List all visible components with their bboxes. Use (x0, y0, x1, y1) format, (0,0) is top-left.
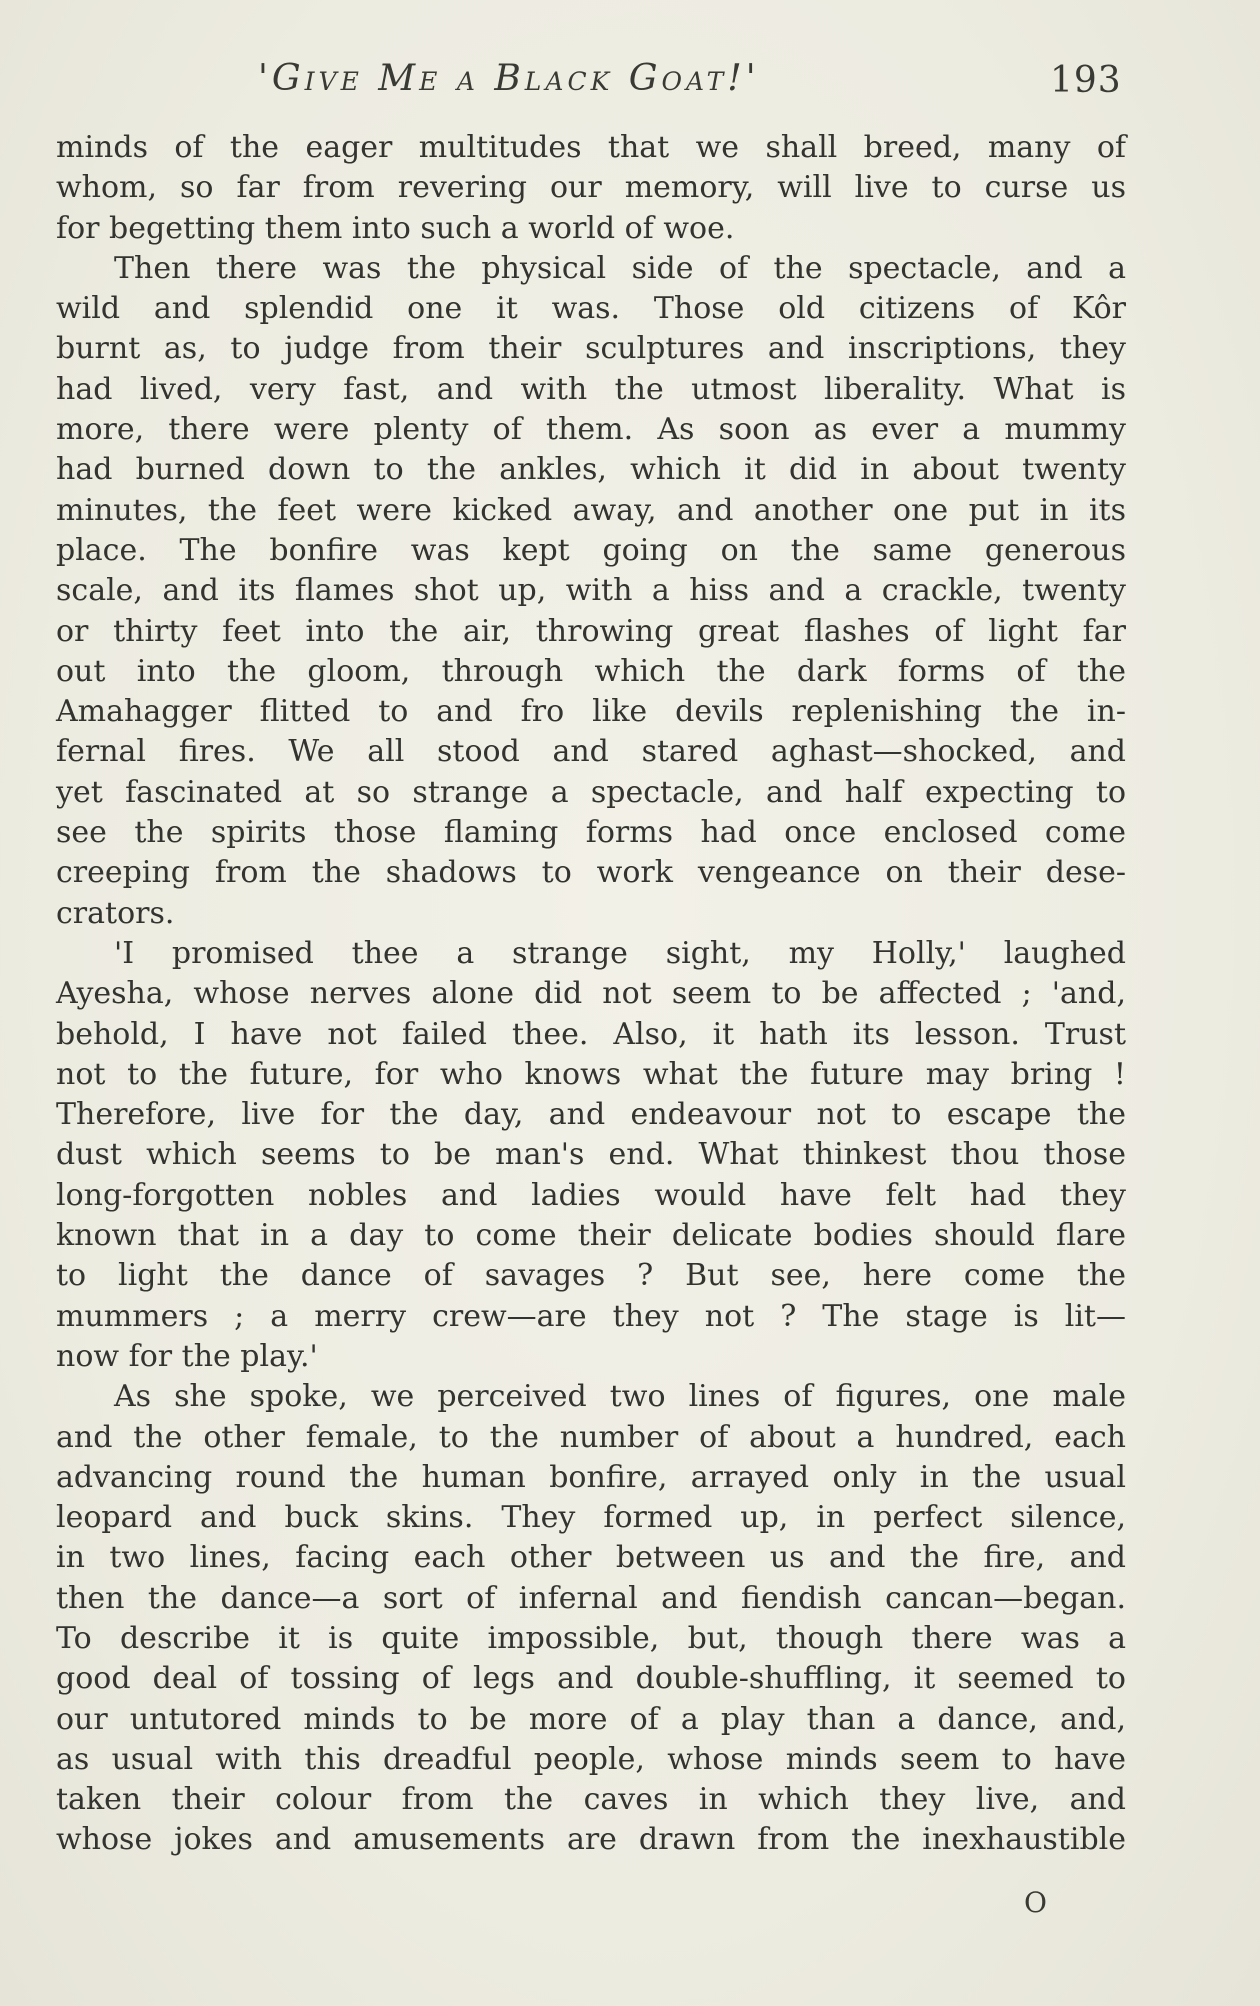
running-title: 'Give Me a Black Goat!' (258, 58, 760, 99)
text-line: as usual with this dreadful people, whose minds seem to have (56, 1741, 1126, 1777)
text-line: taken their colour from the caves in which they live, and (56, 1782, 1126, 1818)
text-line: in two lines, facing each other between us and the fire, and (56, 1540, 1126, 1576)
text-line: yet fascinated at so strange a spectacle, and half expecting to (56, 774, 1126, 810)
text-line: As she spoke, we perceived two lines of figures, one male (114, 1379, 1126, 1415)
text-line: minds of the eager multitudes that we shall breed, many of (56, 130, 1126, 165)
text-line: whose jokes and amusements are drawn from the inexhaustible (56, 1822, 1126, 1858)
body-text (56, 128, 1126, 1861)
text-line: then the dance—a sort of infernal and fiendish cancan—began. (56, 1580, 1126, 1616)
text-line: crators. (56, 895, 175, 931)
text-line: more, there were plenty of them. As soon as ever a mummy (56, 412, 1126, 448)
text-line: had burned down to the ankles, which it did in about twenty (56, 452, 1126, 488)
text-line: our untutored minds to be more of a play than a dance, and, (56, 1701, 1126, 1737)
running-head (0, 58, 1260, 108)
text-line: dust which seems to be man's end. What thinkest thou those (56, 1137, 1126, 1173)
text-line: long-forgotten nobles and ladies would have felt had they (56, 1177, 1126, 1213)
text-line: advancing round the human bonfire, arrayed only in the usual (56, 1459, 1126, 1495)
text-line: place. The bonfire was kept going on the same generous (56, 532, 1126, 568)
text-line: burnt as, to judge from their sculptures and inscriptions, they (56, 331, 1126, 367)
text-line: leopard and buck skins. They formed up, in perfect silence, (56, 1500, 1126, 1536)
text-line: Therefore, live for the day, and endeavour not to escape the (56, 1097, 1126, 1133)
text-line: Ayesha, whose nerves alone did not seem to be affected ; 'and, (56, 976, 1126, 1012)
text-line: known that in a day to come their delicate bodies should flare (56, 1218, 1126, 1254)
text-line: Amahagger flitted to and fro like devils replenishing the in- (56, 694, 1126, 730)
text-line: to light the dance of savages ? But see, here come the (56, 1258, 1126, 1294)
text-line: 'I promised thee a strange sight, my Holly,' laughed (114, 935, 1126, 971)
text-line: had lived, very fast, and with the utmost liberality. What is (56, 371, 1126, 407)
text-line: creeping from the shadows to work vengeance on their dese- (56, 855, 1126, 891)
text-line: scale, and its flames shot up, with a hiss and a crackle, twenty (56, 573, 1126, 609)
text-line: whom, so far from revering our memory, will live to curse us (56, 170, 1126, 206)
text-line: To describe it is quite impossible, but, though there was a (56, 1620, 1126, 1656)
text-line: not to the future, for who knows what the future may bring ! (56, 1056, 1126, 1092)
text-line: out into the gloom, through which the dark forms of the (56, 653, 1126, 689)
text-line: mummers ; a merry crew—are they not ? The stage is lit— (56, 1298, 1126, 1334)
page-number: 193 (1050, 60, 1122, 101)
text-line: and the other female, to the number of about a hundred, each (56, 1419, 1126, 1455)
text-line: Then there was the physical side of the spectacle, and a (114, 250, 1126, 286)
text-line: now for the play.' (56, 1338, 318, 1374)
text-line: good deal of tossing of legs and double-shuffling, it seemed to (56, 1661, 1126, 1697)
text-line: for begetting them into such a world of woe. (56, 210, 735, 246)
text-line: wild and splendid one it was. Those old citizens of Kôr (56, 291, 1126, 327)
text-line: minutes, the feet were kicked away, and another one put in its (56, 492, 1126, 528)
text-line: or thirty feet into the air, throwing great flashes of light far (56, 613, 1126, 649)
text-line: see the spirits those flaming forms had once enclosed come (56, 815, 1126, 851)
text-line: fernal fires. We all stood and stared aghast—shocked, and (56, 734, 1126, 770)
signature-mark: O (1024, 1886, 1047, 1919)
text-line: behold, I have not failed thee. Also, it hath its lesson. Trust (56, 1016, 1126, 1052)
